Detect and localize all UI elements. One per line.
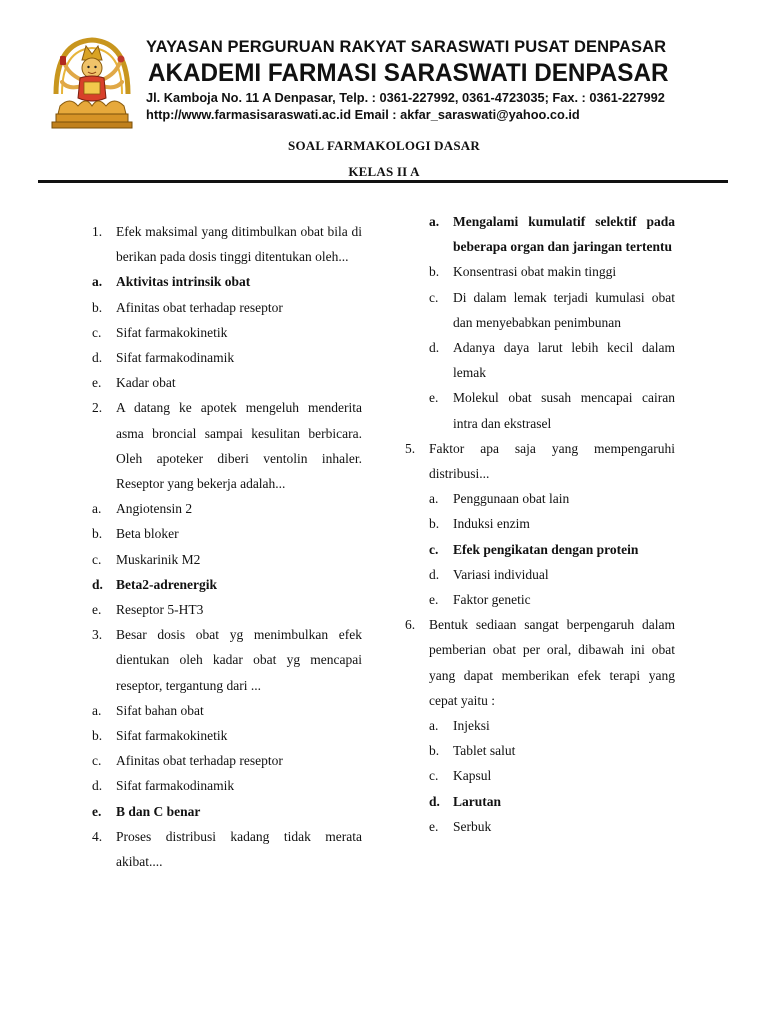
option-3a [92, 698, 362, 723]
option-letter: e. [429, 592, 439, 608]
option-letter: e. [429, 390, 439, 406]
academy-name: AKADEMI FARMASI SARASWATI DENPASAR [148, 59, 669, 87]
option-1a [92, 269, 362, 294]
saraswati-logo-icon [46, 34, 138, 130]
option-1c [92, 320, 362, 345]
question-number: 5. [405, 440, 416, 456]
option-letter: b. [92, 299, 103, 315]
question-4 [92, 824, 362, 874]
right-column [405, 209, 675, 839]
option-letter: c. [429, 768, 439, 784]
header-divider [38, 180, 728, 183]
option-text: Muskarinik M2 [116, 551, 201, 567]
title-class: KELAS II A [348, 164, 420, 179]
letterhead [38, 30, 728, 130]
option-text: Kadar obat [116, 375, 176, 391]
option-letter: a. [429, 491, 439, 507]
option-text: Afinitas obat terhadap reseptor [116, 299, 283, 315]
option-3d [92, 773, 362, 798]
option-2c [92, 547, 362, 572]
option-letter: b. [92, 526, 103, 542]
option-letter: b. [92, 728, 103, 744]
option-text: Beta2-adrenergik [116, 576, 217, 592]
option-text: Afinitas obat terhadap reseptor [116, 753, 283, 769]
academy-address: Jl. Kamboja No. 11 A Denpasar, Telp. : 0361-227992, 0361-4723035; Fax. : 0361-227992 [146, 90, 665, 105]
option-text: Serbuk [453, 818, 492, 834]
option-text: Faktor genetic [453, 592, 531, 608]
option-letter: e. [429, 818, 439, 834]
question-text: A datang ke apotek mengeluh menderita asma broncial sampai kesulitan berbicara. Oleh apoteker diberi ventolin inhaler. Reseptor yang bekerja adalah... [116, 400, 362, 492]
question-number: 4. [92, 828, 103, 844]
option-text: Sifat farmakokinetik [116, 324, 228, 340]
question-text: Besar dosis obat yg menimbulkan efek dientukan oleh kadar obat yg mencapai reseptor, tergantung dari ... [116, 627, 362, 693]
option-letter: d. [92, 350, 103, 366]
option-4b [429, 259, 675, 284]
option-letter: b. [429, 516, 440, 532]
title-subject: SOAL FARMAKOLOGI DASAR [288, 138, 480, 153]
question-text: Faktor apa saja yang mempengaruhi distribusi... [429, 440, 675, 482]
option-4a [429, 209, 675, 259]
academy-contact: http://www.farmasisaraswati.ac.id Email : akfar_saraswati@yahoo.co.id [146, 107, 580, 122]
option-letter: c. [429, 289, 439, 305]
option-text: Di dalam lemak terjadi kumulasi obat dan menyebabkan penimbunan [453, 289, 675, 330]
question-text: Efek maksimal yang ditimbulkan obat bila di berikan pada dosis tinggi ditentukan oleh... [116, 224, 362, 265]
option-4d [429, 335, 675, 385]
option-letter: e. [92, 602, 102, 618]
option-4e [429, 385, 675, 435]
option-letter: b. [429, 264, 440, 280]
option-6d [429, 789, 675, 814]
question-text: Bentuk sediaan sangat berpengaruh dalam pemberian obat per oral, dibawah ini obat yang dapat memberikan efek terapi yang cepat yaitu : [429, 617, 675, 708]
option-text: Sifat bahan obat [116, 702, 204, 718]
option-2d [92, 572, 362, 597]
option-text: Tablet salut [453, 743, 516, 759]
option-letter: b. [429, 743, 440, 759]
question-3 [92, 622, 362, 698]
option-text: Variasi individual [453, 566, 549, 582]
letterhead-text [146, 38, 736, 122]
option-6b [429, 738, 675, 763]
option-text: Efek pengikatan dengan protein [453, 541, 639, 557]
option-letter: e. [92, 375, 102, 391]
option-text: Konsentrasi obat makin tinggi [453, 264, 617, 280]
question-number: 3. [92, 627, 103, 643]
option-1e [92, 370, 362, 395]
option-text: Larutan [453, 793, 502, 809]
option-letter: e. [92, 803, 102, 819]
option-letter: a. [92, 501, 102, 517]
option-text: Angiotensin 2 [116, 501, 193, 517]
left-column [92, 219, 362, 874]
option-letter: c. [92, 324, 102, 340]
option-letter: c. [92, 551, 102, 567]
question-2 [92, 395, 362, 496]
question-number: 1. [92, 224, 103, 239]
option-3e [92, 799, 362, 824]
option-text: Beta bloker [116, 526, 179, 542]
option-letter: c. [429, 541, 439, 557]
option-2b [92, 521, 362, 546]
option-text: Injeksi [453, 718, 490, 734]
option-2a [92, 496, 362, 521]
option-text: Penggunaan obat lain [453, 491, 570, 507]
option-text: Molekul obat susah mencapai cairan intra dan ekstrasel [453, 390, 675, 431]
option-letter: d. [429, 566, 440, 582]
question-6 [405, 612, 675, 713]
option-letter: c. [92, 753, 102, 769]
option-text: Adanya daya larut lebih kecil dalam lemak [453, 340, 675, 381]
option-letter: d. [92, 576, 103, 592]
question-number: 6. [405, 617, 416, 633]
option-letter: a. [92, 702, 102, 718]
option-text: Sifat farmakodinamik [116, 778, 235, 794]
option-4c [429, 285, 675, 335]
option-5c [429, 537, 675, 562]
option-letter: d. [429, 340, 440, 356]
option-1d [92, 345, 362, 370]
option-3b [92, 723, 362, 748]
question-text: Proses distribusi kadang tidak merata akibat.... [116, 828, 362, 870]
option-text: B dan C benar [116, 803, 201, 819]
option-5d [429, 562, 675, 587]
option-5b [429, 511, 675, 536]
option-letter: a. [429, 214, 440, 229]
option-letter: d. [92, 778, 103, 794]
option-5e [429, 587, 675, 612]
option-1b [92, 295, 362, 320]
option-text: Kapsul [453, 768, 492, 784]
question-5 [405, 436, 675, 486]
option-3c [92, 748, 362, 773]
option-6c [429, 763, 675, 788]
option-letter: a. [92, 274, 103, 290]
option-text: Aktivitas intrinsik obat [116, 274, 251, 290]
option-6e [429, 814, 675, 839]
option-text: Mengalami kumulatif selektif pada beberapa organ dan jaringan tertentu [453, 214, 675, 255]
option-text: Reseptor 5-HT3 [116, 602, 204, 618]
option-2e [92, 597, 362, 622]
option-text: Sifat farmakokinetik [116, 728, 228, 744]
question-1 [92, 219, 362, 269]
option-text: Induksi enzim [453, 516, 530, 532]
option-letter: a. [429, 718, 439, 734]
option-5a [429, 486, 675, 511]
foundation-name: YAYASAN PERGURUAN RAKYAT SARASWATI PUSAT DENPASAR [146, 38, 667, 56]
option-text: Sifat farmakodinamik [116, 350, 235, 366]
question-number: 2. [92, 400, 103, 416]
option-6a [429, 713, 675, 738]
option-letter: d. [429, 793, 440, 809]
